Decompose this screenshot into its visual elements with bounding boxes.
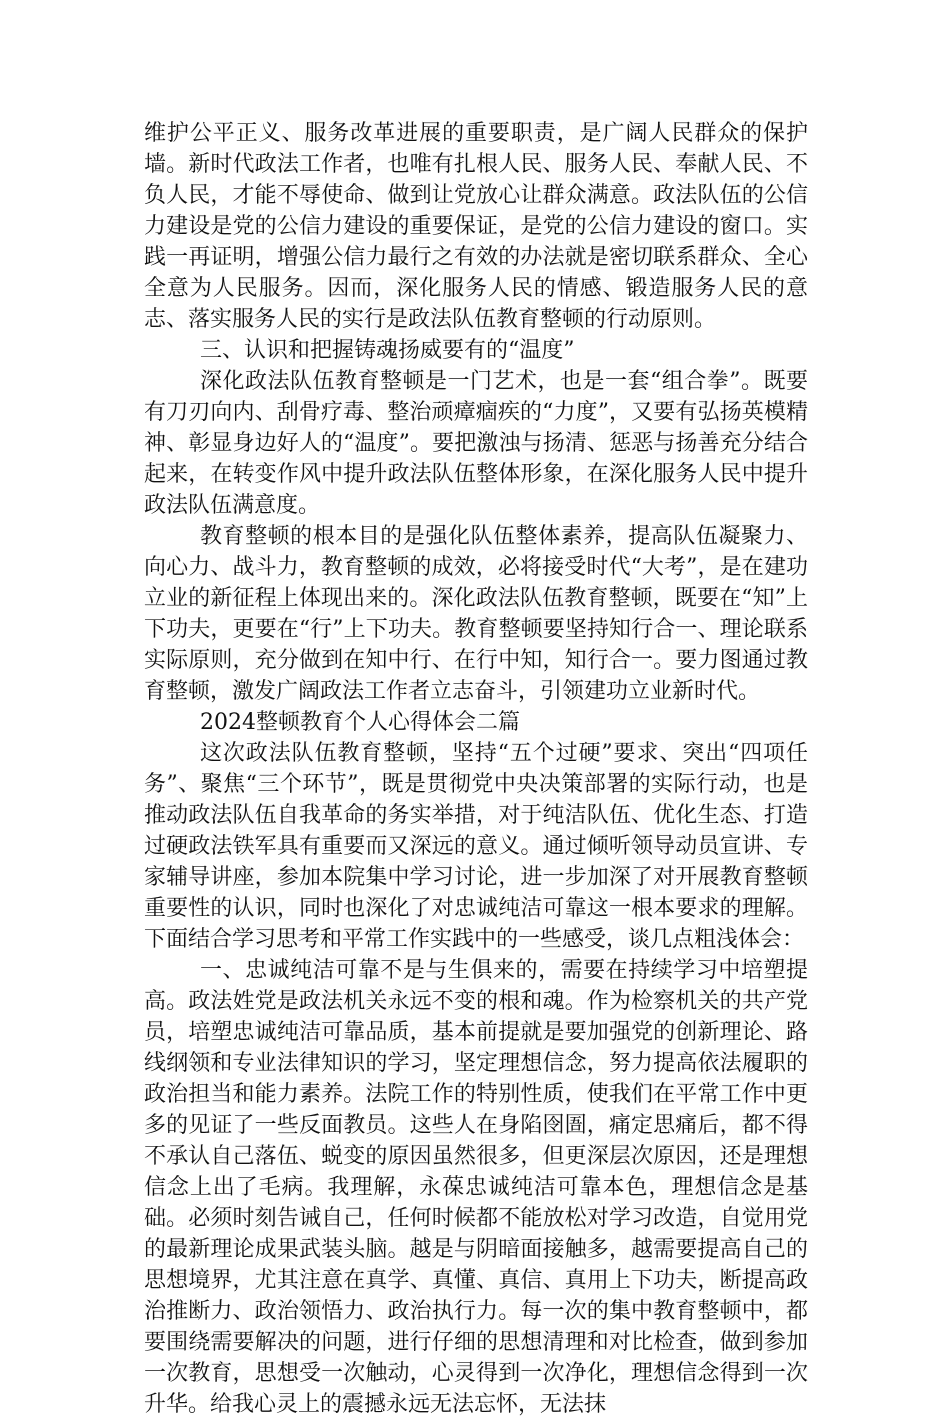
article-title: 2024整顿教育个人心得体会二篇 xyxy=(200,710,520,735)
paragraph-body: 深化政法队伍教育整顿是一门艺术，也是一套“组合拳”。既要有刀刃向内、刮骨疗毒、整治顽瘴痼疾的“力度”，又要有弘扬英模精神、彰显身边好人的“温度”。要把激浊与扬清、惩恶与扬善充分结合起来，在转变作风中提升政法队伍整体形象，在深化服务人民中提升政法队伍满意度。 xyxy=(144,369,808,518)
paragraph-body: 一、忠诚纯洁可靠不是与生俱来的，需要在持续学习中培塑提高。政法姓党是政法机关永远不变的根和魂。作为检察机关的共产党员，培塑忠诚纯洁可靠品质，基本前提就是要加强党的创新理论、路线纲领和专业法律知识的学习，坚定理想信念，努力提高依法履职的政治担当和能力素养。法院工作的特别性质，使我们在平常工作中更多的见证了一些反面教员。这些人在身陷囹圄，痛定思痛后，都不得不承认自己落伍、蜕变的原因虽然很多，但更深层次原因，还是理想信念上出了毛病。我理解，永葆忠诚纯洁可靠本色，理想信念是基础。必须时刻告诫自己，任何时候都不能放松对学习改造，自觉用党的最新理论成果武装头脑。越是与阴暗面接触多，越需要提高自己的思想境界，尤其注意在真学、真懂、真信、真用上下功夫，断提高政治推断力、政治领悟力、政治执行力。每一次的集中教育整顿中，都要围绕需要解决的问题，进行仔细的思想清理和对比检查，做到参加一次教育，思想受一次触动，心灵得到一次净化，理想信念得到一次升华。给我心灵上的震撼永远无法忘怀，无法抹 xyxy=(144,958,808,1417)
paragraph-body: 教育整顿的根本目的是强化队伍整体素养，提高队伍凝聚力、向心力、战斗力，教育整顿的成效，必将接受时代“大考”，是在建功立业的新征程上体现出来的。深化政法队伍教育整顿，既要在“知”上下功夫，更要在“行”上下功夫。教育整顿要坚持知行合一、理论联系实际原则，充分做到在知中行、在行中知，知行合一。要力图通过教育整顿，激发广阔政法工作者立志奋斗，引领建功立业新时代。 xyxy=(144,524,808,704)
paragraph-continuation: 维护公平正义、服务改革进展的重要职责，是广阔人民群众的保护墙。新时代政法工作者，也唯有扎根人民、服务人民、奉献人民、不负人民，才能不辱使命、做到让党放心让群众满意。政法队伍的公信力建设是党的公信力建设的重要保证，是党的公信力建设的窗口。实践一再证明，增强公信力最行之有效的办法就是密切联系群众、全心全意为人民服务。因而，深化服务人民的情感、锻造服务人民的意志、落实服务人民的实行是政法队伍教育整顿的行动原则。 xyxy=(144,121,808,332)
section-heading-three: 三、认识和把握铸魂扬威要有的“温度” xyxy=(200,338,575,363)
paragraph-body: 这次政法队伍教育整顿，坚持“五个过硬”要求、突出“四项任务”、聚焦“三个环节”，既是贯彻党中央决策部署的实际行动，也是推动政法队伍自我革命的务实举措，对于纯洁队伍、优化生态、打造过硬政法铁军具有重要而又深远的意义。通过倾听领导动员宣讲、专家辅导讲座，参加本院集中学习讨论，进一步加深了对开展教育整顿重要性的认识，同时也深化了对忠诚纯洁可靠这一根本要求的理解。下面结合学习思考和平常工作实践中的一些感受，谈几点粗浅体会： xyxy=(144,741,808,952)
document-page xyxy=(144,118,808,1420)
